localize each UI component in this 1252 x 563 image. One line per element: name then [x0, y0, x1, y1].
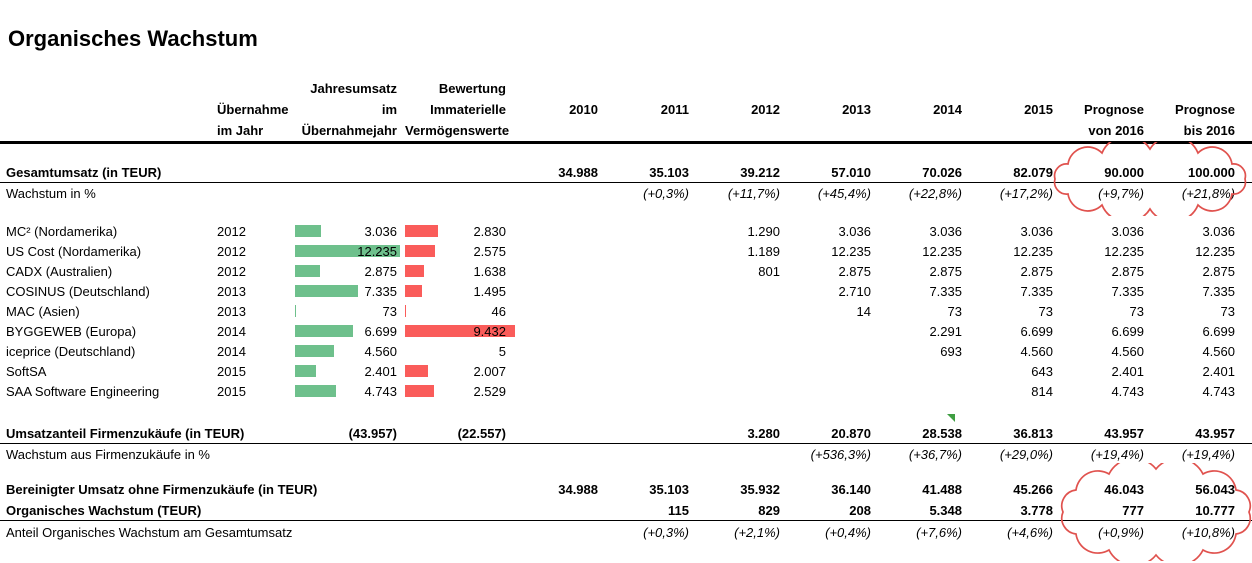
value-cell: 6.699	[1020, 323, 1053, 339]
row-label: Organisches Wachstum (TEUR)	[6, 502, 202, 518]
value-cell: (+9,7%)	[1098, 186, 1144, 201]
row-label: Anteil Organisches Wachstum am Gesamtumsatz	[6, 524, 293, 540]
valuation-value: 2.007	[473, 363, 506, 379]
company-name: iceprice (Deutschland)	[6, 343, 136, 359]
revenue-bar	[295, 325, 353, 337]
page-title: Organisches Wachstum	[8, 26, 258, 51]
value-cell	[706, 447, 797, 462]
value-cell: (+536,3%)	[810, 447, 871, 462]
revenue-bar	[295, 385, 336, 397]
valuation-cell	[405, 384, 524, 399]
value-cell	[615, 447, 706, 462]
header-year: 2012	[751, 102, 780, 117]
valuation-cell	[405, 284, 524, 299]
row-label: Bereinigter Umsatz ohne Firmenzukäufe (in TEUR)	[6, 482, 318, 497]
value-cell: 45.266	[1013, 482, 1053, 497]
value-cell	[615, 426, 706, 441]
company-name: BYGGEWEB (Europa)	[6, 323, 137, 339]
value-cell: 4.560	[1202, 343, 1235, 359]
value-cell: 2.710	[838, 283, 871, 299]
value-cell: 208	[849, 502, 871, 518]
value-cell	[615, 244, 706, 259]
valuation-value: 2.575	[473, 243, 506, 259]
value-cell: 12.235	[831, 243, 871, 259]
company-name: CADX (Australien)	[6, 263, 113, 279]
value-cell: 12.235	[922, 243, 962, 259]
valuation-cell	[405, 244, 524, 259]
acquisition-year: 2012	[217, 263, 246, 279]
valuation-bar	[405, 285, 422, 297]
valuation-value: 2.529	[473, 383, 506, 399]
cell-flag-icon	[947, 414, 955, 422]
revenue-value: 3.036	[364, 223, 397, 239]
value-cell	[615, 264, 706, 279]
value-cell: 41.488	[922, 482, 962, 497]
value-cell	[706, 344, 797, 359]
value-cell	[615, 284, 706, 299]
revenue-bar	[295, 225, 321, 237]
value-cell	[797, 364, 888, 379]
header-year: 2015	[1024, 102, 1053, 117]
value-cell	[706, 304, 797, 319]
value-cell: 12.235	[1013, 243, 1053, 259]
company-row	[0, 321, 1252, 341]
value-cell: 3.036	[1111, 223, 1144, 239]
row-organisch	[0, 500, 1252, 521]
value-cell	[797, 324, 888, 339]
row-label: Wachstum in %	[6, 186, 96, 201]
company-row	[0, 361, 1252, 381]
valuation-bar	[405, 225, 438, 237]
revenue-value: 4.560	[364, 343, 397, 359]
company-name: US Cost (Nordamerika)	[6, 243, 142, 259]
value-cell: (+0,4%)	[825, 524, 871, 540]
value-cell: 35.932	[740, 482, 780, 497]
header-bewertung: Bewertung Immaterielle Vermögenswerte	[405, 81, 510, 138]
value-cell: 2.875	[929, 263, 962, 279]
value-cell	[615, 384, 706, 399]
value-cell: 6.699	[1111, 323, 1144, 339]
revenue-value: 2.875	[364, 263, 397, 279]
company-name: SAA Software Engineering	[6, 383, 160, 399]
company-row	[0, 281, 1252, 301]
header-year: 2013	[842, 102, 871, 117]
value-cell: 73	[947, 303, 962, 319]
value-cell: 57.010	[831, 164, 871, 180]
value-cell: (+0,9%)	[1098, 524, 1144, 540]
value-cell: 7.335	[1020, 283, 1053, 299]
value-cell: (+36,7%)	[908, 447, 962, 462]
value-cell: 3.036	[929, 223, 962, 239]
value-cell: 12.235	[1195, 243, 1235, 259]
revenue-value: 12.235	[357, 243, 397, 259]
valuation-value: 2.830	[473, 223, 506, 239]
value-cell: 3.778	[1020, 502, 1053, 518]
value-cell	[888, 384, 979, 399]
header-year: 2010	[569, 102, 598, 117]
company-row	[0, 341, 1252, 361]
revenue-value: 73	[382, 303, 397, 319]
value-cell	[615, 344, 706, 359]
value-cell	[797, 344, 888, 359]
value-cell	[524, 304, 615, 319]
company-row	[0, 381, 1252, 401]
revenue-cell	[255, 304, 405, 319]
value-cell: 73	[1038, 303, 1053, 319]
value-cell: 100.000	[1188, 164, 1235, 180]
value-cell: 82.079	[1013, 164, 1053, 180]
value-cell: 693	[940, 343, 962, 359]
acquisition-year: 2014	[217, 343, 246, 359]
row-label: Gesamtumsatz (in TEUR)	[6, 164, 162, 180]
valuation-cell	[405, 324, 524, 339]
value-cell	[888, 364, 979, 379]
valuation-value: 46	[491, 303, 506, 319]
value-cell	[524, 264, 615, 279]
table-body	[0, 144, 1252, 543]
value-cell	[706, 384, 797, 399]
value-cell: 2.291	[929, 323, 962, 339]
value-cell	[524, 503, 615, 518]
value-cell: 7.335	[1111, 283, 1144, 299]
acquisition-year: 2015	[217, 363, 246, 379]
value-cell: (+19,4%)	[1090, 447, 1144, 462]
revenue-cell	[255, 384, 405, 399]
revenue-value: 2.401	[364, 363, 397, 379]
value-cell	[524, 224, 615, 239]
value-cell: 1.290	[747, 223, 780, 239]
value-cell	[524, 284, 615, 299]
company-row	[0, 301, 1252, 321]
valuation-cell	[405, 304, 524, 319]
header-years	[524, 99, 1252, 141]
value-cell	[615, 304, 706, 319]
row-wachstum	[0, 183, 1252, 204]
revenue-bar	[295, 345, 334, 357]
value-cell: 20.870	[831, 425, 871, 441]
value-cell: 34.988	[558, 482, 598, 497]
company-name: COSINUS (Deutschland)	[6, 283, 150, 299]
value-cell: 35.103	[649, 164, 689, 180]
acquisition-year: 2014	[217, 323, 246, 339]
header-year: 2011	[660, 102, 689, 117]
revenue-cell	[255, 224, 405, 239]
company-row	[0, 261, 1252, 281]
value-cell	[706, 364, 797, 379]
value-cell	[615, 364, 706, 379]
revenue-cell	[255, 264, 405, 279]
valuation-cell	[405, 224, 524, 239]
value-cell: (+0,3%)	[643, 186, 689, 201]
value-cell	[524, 344, 615, 359]
value-cell	[797, 384, 888, 399]
bewertung-sum: (22.557)	[457, 425, 506, 441]
value-cell: 35.103	[649, 482, 689, 497]
revenue-cell	[255, 284, 405, 299]
row-label: Umsatzanteil Firmenzukäufe (in TEUR)	[6, 425, 245, 441]
valuation-value: 1.495	[473, 283, 506, 299]
value-cell: (+17,2%)	[999, 186, 1053, 201]
revenue-bar	[295, 265, 320, 277]
value-cell: 36.140	[831, 482, 871, 497]
value-cell	[524, 186, 615, 201]
value-cell: (+7,6%)	[916, 524, 962, 540]
value-cell: 14	[856, 303, 871, 319]
revenue-value: 6.699	[364, 323, 397, 339]
value-cell	[524, 426, 615, 441]
header-year: 2014	[933, 102, 962, 117]
value-cell: 814	[1031, 383, 1053, 399]
value-cell: 70.026	[922, 164, 962, 180]
value-cell: 56.043	[1195, 482, 1235, 497]
row-umsatzanteil	[0, 423, 1252, 444]
value-cell: 39.212	[740, 164, 780, 180]
revenue-cell	[255, 344, 405, 359]
valuation-cell	[405, 364, 524, 379]
value-cell	[524, 324, 615, 339]
value-cell: (+29,0%)	[999, 447, 1053, 462]
value-cell: 4.743	[1111, 383, 1144, 399]
valuation-value: 5	[498, 343, 506, 359]
company-name: SoftSA	[6, 363, 47, 379]
value-cell: 777	[1122, 502, 1144, 518]
value-cell: 6.699	[1202, 323, 1235, 339]
value-cell: 4.560	[1020, 343, 1053, 359]
value-cell: (+21,8%)	[1181, 186, 1235, 201]
value-cell: 73	[1220, 303, 1235, 319]
row-gesamtumsatz	[0, 162, 1252, 183]
revenue-cell	[255, 364, 405, 379]
value-cell: (+0,3%)	[643, 524, 689, 540]
company-rows	[0, 221, 1252, 401]
acquisition-year: 2012	[217, 223, 246, 239]
revenue-cell	[255, 324, 405, 339]
value-cell: 43.957	[1104, 425, 1144, 441]
value-cell: 3.036	[1202, 223, 1235, 239]
row-wachstum-zukaeufe	[0, 444, 1252, 465]
value-cell: 829	[758, 502, 780, 518]
revenue-bar	[295, 365, 316, 377]
value-cell: 43.957	[1195, 425, 1235, 441]
header-prognose-von: Prognose von 2016	[1084, 102, 1144, 138]
header-jahresumsatz: Jahresumsatz im Übernahmejahr	[301, 81, 397, 138]
header-uebernahme-im-jahr: Übernahme im Jahr	[217, 102, 289, 138]
value-cell: 5.348	[929, 502, 962, 518]
revenue-value: 7.335	[364, 283, 397, 299]
valuation-value: 9.432	[473, 323, 506, 339]
valuation-bar	[405, 265, 424, 277]
value-cell: 34.988	[558, 164, 598, 180]
value-cell	[615, 224, 706, 239]
value-cell: 46.043	[1104, 482, 1144, 497]
value-cell: 2.875	[1111, 263, 1144, 279]
value-cell: 7.335	[929, 283, 962, 299]
value-cell: 10.777	[1195, 502, 1235, 518]
value-cell: 36.813	[1013, 425, 1053, 441]
value-cell: 2.401	[1111, 363, 1144, 379]
row-bereinigt	[0, 479, 1252, 500]
value-cell	[615, 324, 706, 339]
company-row	[0, 241, 1252, 261]
value-cell: 4.560	[1111, 343, 1144, 359]
valuation-bar	[405, 385, 434, 397]
value-cell: 90.000	[1104, 164, 1144, 180]
value-cell: 801	[758, 263, 780, 279]
value-cell: 3.036	[1020, 223, 1053, 239]
value-cell: 2.401	[1202, 363, 1235, 379]
value-cell	[524, 244, 615, 259]
revenue-bar	[295, 305, 296, 317]
value-cell: (+45,4%)	[817, 186, 871, 201]
company-name: MAC (Asien)	[6, 303, 80, 319]
value-cell: (+19,4%)	[1181, 447, 1235, 462]
revenue-value: 4.743	[364, 383, 397, 399]
value-cell	[524, 525, 615, 540]
value-cell: 1.189	[747, 243, 780, 259]
acquisition-year: 2013	[217, 283, 246, 299]
value-cell: 7.335	[1202, 283, 1235, 299]
company-row	[0, 221, 1252, 241]
value-cell	[524, 364, 615, 379]
row-label: Wachstum aus Firmenzukäufe in %	[6, 447, 210, 462]
value-cell: (+2,1%)	[734, 524, 780, 540]
revenue-bar	[295, 285, 358, 297]
umsatz-sum: (43.957)	[348, 425, 397, 441]
value-cell: (+22,8%)	[908, 186, 962, 201]
valuation-cell	[405, 264, 524, 279]
header-prognose-bis: Prognose bis 2016	[1175, 102, 1235, 138]
value-cell	[706, 324, 797, 339]
valuation-value: 1.638	[473, 263, 506, 279]
table-header	[0, 75, 1252, 144]
value-cell: (+4,6%)	[1007, 524, 1053, 540]
valuation-cell	[405, 344, 524, 359]
value-cell: 28.538	[922, 425, 962, 441]
value-cell	[524, 447, 615, 462]
value-cell: 3.280	[747, 425, 780, 441]
acquisition-year: 2013	[217, 303, 246, 319]
value-cell: 2.875	[838, 263, 871, 279]
value-cell: (+10,8%)	[1181, 524, 1235, 540]
revenue-cell	[255, 244, 405, 259]
row-anteil	[0, 521, 1252, 543]
valuation-bar	[405, 365, 428, 377]
value-cell: 643	[1031, 363, 1053, 379]
valuation-bar	[405, 245, 435, 257]
value-cell: 115	[668, 502, 689, 518]
valuation-bar	[405, 305, 406, 317]
acquisition-year: 2012	[217, 243, 246, 259]
company-name: MC² (Nordamerika)	[6, 223, 118, 239]
value-cell: 73	[1129, 303, 1144, 319]
value-cell: 2.875	[1020, 263, 1053, 279]
value-cell: 12.235	[1104, 243, 1144, 259]
value-cell: 3.036	[838, 223, 871, 239]
value-cell	[706, 284, 797, 299]
value-cell: 4.743	[1202, 383, 1235, 399]
value-cell: (+11,7%)	[727, 186, 780, 201]
acquisition-year: 2015	[217, 383, 246, 399]
value-cell	[524, 384, 615, 399]
value-cell: 2.875	[1202, 263, 1235, 279]
